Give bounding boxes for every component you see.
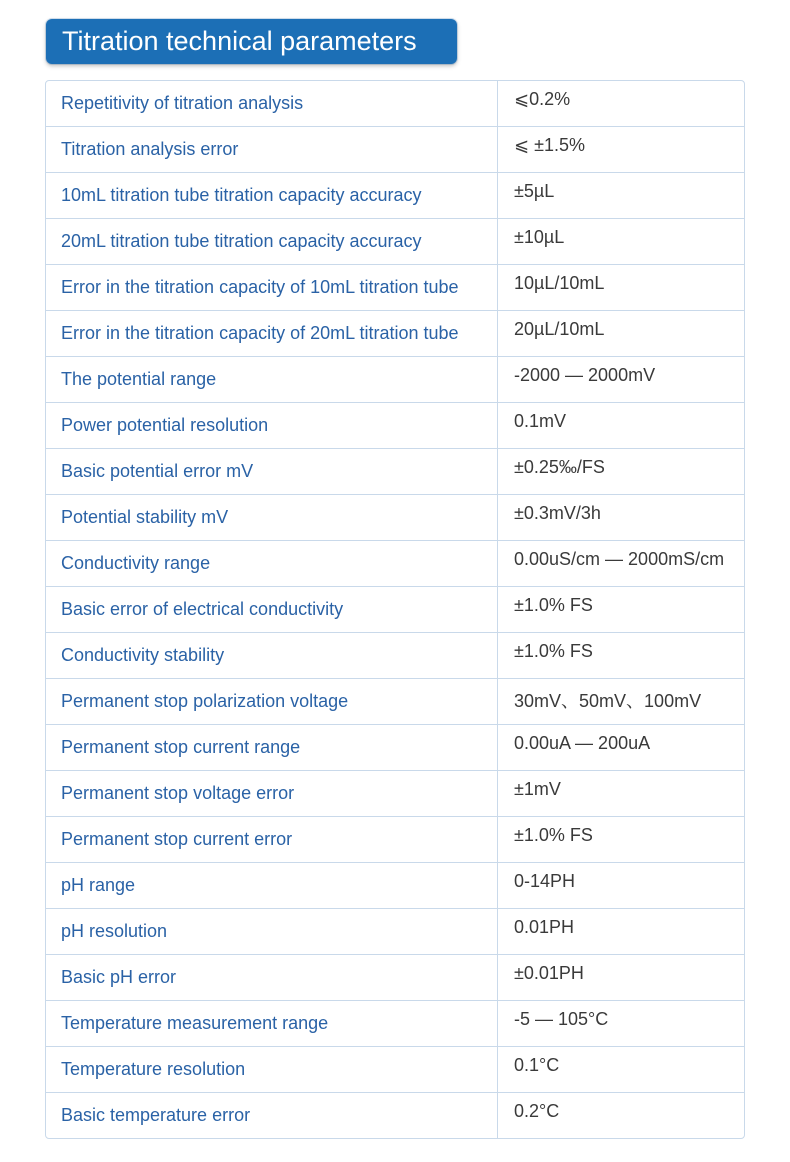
table-row xyxy=(46,356,744,402)
spec-name: Power potential resolution xyxy=(46,403,498,448)
table-row xyxy=(46,540,744,586)
spec-value: 0.00uS/cm — 2000mS/cm xyxy=(514,549,725,569)
spec-name: Permanent stop current error xyxy=(46,817,498,862)
spec-value: ±1.0% FS xyxy=(514,825,593,845)
spec-name: Basic temperature error xyxy=(46,1093,498,1138)
table-row xyxy=(46,402,744,448)
spec-name: Basic pH error xyxy=(46,955,498,1000)
spec-value: ±1.0% FS xyxy=(514,641,593,661)
spec-name: Error in the titration capacity of 10mL titration tube xyxy=(46,265,498,310)
spec-name: Repetitivity of titration analysis xyxy=(46,81,498,126)
table-row xyxy=(46,770,744,816)
spec-name: Error in the titration capacity of 20mL titration tube xyxy=(46,311,498,356)
spec-name: Permanent stop current range xyxy=(46,725,498,770)
spec-value: 0.1°C xyxy=(514,1055,560,1075)
spec-value: 0.1mV xyxy=(514,411,567,431)
table-row xyxy=(46,954,744,1000)
table-row xyxy=(46,908,744,954)
spec-value: 0.01PH xyxy=(514,917,575,937)
spec-value: ±0.3mV/3h xyxy=(514,503,601,523)
spec-value: ⩽0.2% xyxy=(514,89,571,109)
spec-value: 20µL/10mL xyxy=(514,319,605,339)
spec-value: 0.00uA — 200uA xyxy=(514,733,651,753)
spec-value: ±0.01PH xyxy=(514,963,584,983)
spec-name: Conductivity range xyxy=(46,541,498,586)
table-row xyxy=(46,126,744,172)
table-row xyxy=(46,632,744,678)
spec-name: pH range xyxy=(46,863,498,908)
spec-value: -2000 — 2000mV xyxy=(514,365,656,385)
spec-value: 0.2°C xyxy=(514,1101,560,1121)
table-row xyxy=(46,264,744,310)
spec-table xyxy=(45,80,745,1139)
table-row xyxy=(46,172,744,218)
spec-value: -5 — 105°C xyxy=(514,1009,609,1029)
spec-name: Permanent stop voltage error xyxy=(46,771,498,816)
spec-name: The potential range xyxy=(46,357,498,402)
table-row xyxy=(46,586,744,632)
spec-name: 10mL titration tube titration capacity accuracy xyxy=(46,173,498,218)
table-row xyxy=(46,494,744,540)
table-row xyxy=(46,678,744,724)
spec-name: Basic error of electrical conductivity xyxy=(46,587,498,632)
table-row xyxy=(46,816,744,862)
spec-name: Permanent stop polarization voltage xyxy=(46,679,498,724)
table-row xyxy=(46,1000,744,1046)
spec-value: ⩽ ±1.5% xyxy=(514,135,585,155)
spec-name: 20mL titration tube titration capacity accuracy xyxy=(46,219,498,264)
spec-value: 30mV、50mV、100mV xyxy=(514,691,702,711)
table-row xyxy=(46,218,744,264)
table-row xyxy=(46,862,744,908)
table-row xyxy=(46,310,744,356)
spec-name: Basic potential error mV xyxy=(46,449,498,494)
spec-value: ±1.0% FS xyxy=(514,595,593,615)
table-row xyxy=(46,448,744,494)
spec-value: ±10µL xyxy=(514,227,565,247)
spec-value: ±0.25‰/FS xyxy=(514,457,605,477)
spec-name: Potential stability mV xyxy=(46,495,498,540)
table-row xyxy=(46,1092,744,1138)
table-row xyxy=(46,724,744,770)
spec-value: 10µL/10mL xyxy=(514,273,605,293)
table-row xyxy=(46,1046,744,1092)
spec-value: ±5µL xyxy=(514,181,555,201)
spec-name: pH resolution xyxy=(46,909,498,954)
table-row xyxy=(46,81,744,126)
spec-name: Temperature measurement range xyxy=(46,1001,498,1046)
spec-name: Temperature resolution xyxy=(46,1047,498,1092)
spec-name: Conductivity stability xyxy=(46,633,498,678)
page-title: Titration technical parameters xyxy=(46,19,457,64)
spec-value: 0-14PH xyxy=(514,871,576,891)
spec-value: ±1mV xyxy=(514,779,561,799)
spec-name: Titration analysis error xyxy=(46,127,498,172)
